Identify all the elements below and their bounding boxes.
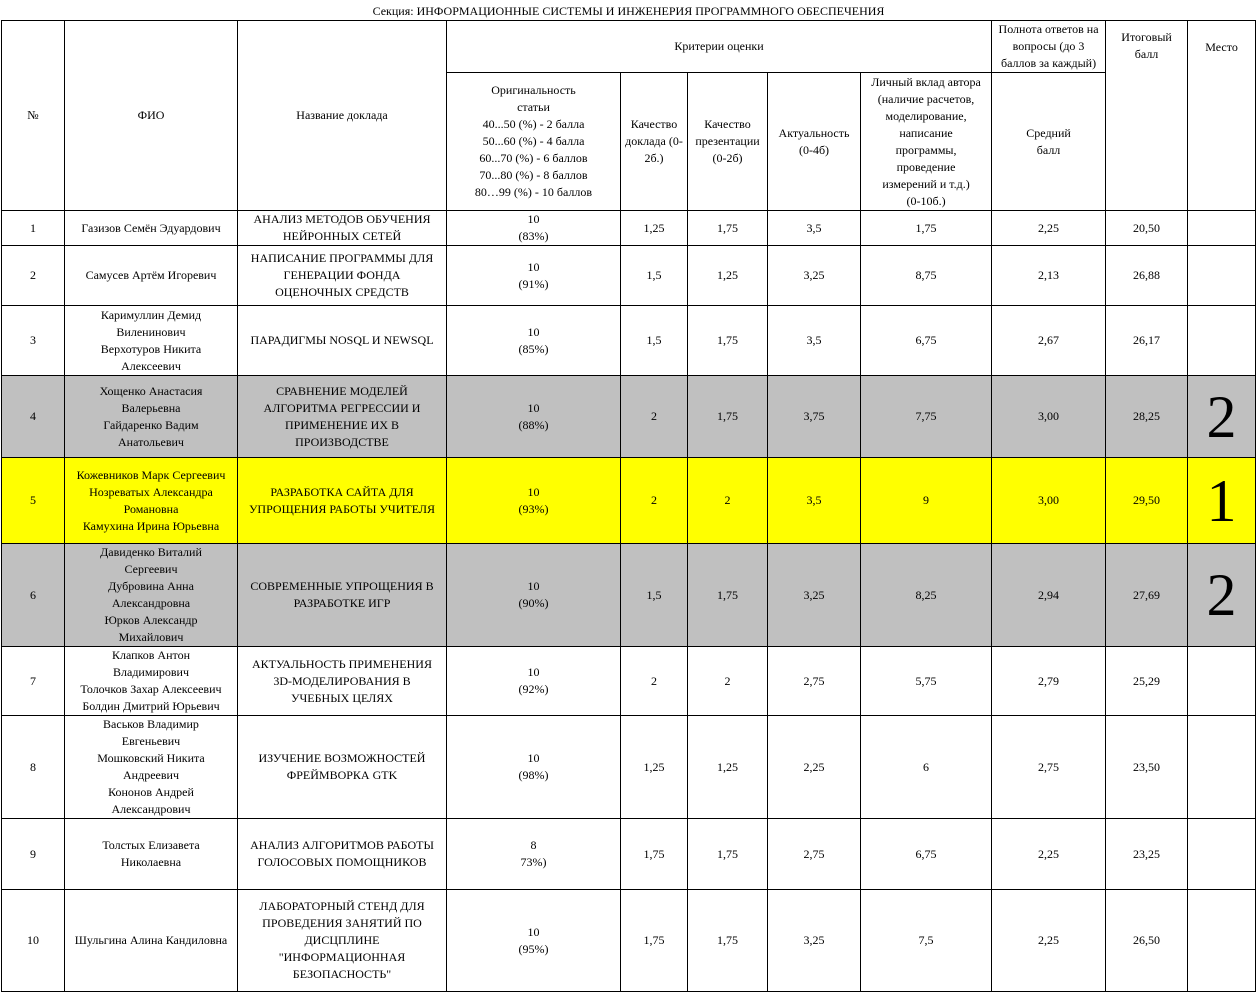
row-title: НАПИСАНИЕ ПРОГРАММЫ ДЛЯ ГЕНЕРАЦИИ ФОНДА ОЦЕНОЧНЫХ СРЕДСТВ xyxy=(238,246,447,306)
table-body xyxy=(2,211,1256,992)
row-num: 8 xyxy=(2,716,65,819)
row-total: 20,50 xyxy=(1106,211,1188,246)
row-quality: 1,5 xyxy=(621,306,688,376)
header-answers: Полнота ответов на вопросы (до 3 баллов за каждый) xyxy=(992,21,1106,73)
row-quality: 2 xyxy=(621,376,688,458)
header-num: № xyxy=(2,21,65,211)
header-place: Место xyxy=(1188,21,1256,211)
row-num: 7 xyxy=(2,647,65,716)
row-presentation: 2 xyxy=(688,458,768,544)
row-relevance: 3,5 xyxy=(768,306,861,376)
row-avg: 2,67 xyxy=(992,306,1106,376)
table-row xyxy=(2,544,1256,647)
row-quality: 1,25 xyxy=(621,716,688,819)
row-title: СОВРЕМЕННЫЕ УПРОЩЕНИЯ В РАЗРАБОТКЕ ИГР xyxy=(238,544,447,647)
row-originality: 10 (91%) xyxy=(447,246,621,306)
row-total: 25,29 xyxy=(1106,647,1188,716)
row-place xyxy=(1188,647,1256,716)
row-contribution: 7,5 xyxy=(861,890,992,992)
row-contribution: 6,75 xyxy=(861,306,992,376)
row-quality: 2 xyxy=(621,458,688,544)
row-fio: Кожевников Марк Сергеевич Нозреватых Александра Романовна Камухина Ирина Юрьевна xyxy=(65,458,238,544)
row-quality: 1,5 xyxy=(621,246,688,306)
row-presentation: 1,75 xyxy=(688,306,768,376)
row-avg: 2,94 xyxy=(992,544,1106,647)
row-relevance: 3,75 xyxy=(768,376,861,458)
row-avg: 3,00 xyxy=(992,458,1106,544)
row-total: 26,50 xyxy=(1106,890,1188,992)
row-originality: 10 (95%) xyxy=(447,890,621,992)
header-total: Итоговый балл xyxy=(1106,21,1188,211)
header-presentation-quality: Качество презентации (0-2б) xyxy=(688,73,768,211)
header-contribution: Личный вклад автора (наличие расчетов, моделирование, написание программы, проведение измерений и т.д.) (0-10б.) xyxy=(861,73,992,211)
row-num: 9 xyxy=(2,819,65,890)
row-fio: Самусев Артём Игоревич xyxy=(65,246,238,306)
row-contribution: 6 xyxy=(861,716,992,819)
row-relevance: 3,5 xyxy=(768,211,861,246)
row-place xyxy=(1188,819,1256,890)
row-originality: 10 (85%) xyxy=(447,306,621,376)
row-originality: 10 (88%) xyxy=(447,376,621,458)
row-total: 28,25 xyxy=(1106,376,1188,458)
row-presentation: 1,75 xyxy=(688,544,768,647)
row-originality: 10 (90%) xyxy=(447,544,621,647)
header-fio: ФИО xyxy=(65,21,238,211)
row-num: 10 xyxy=(2,890,65,992)
row-quality: 1,75 xyxy=(621,819,688,890)
row-relevance: 2,75 xyxy=(768,647,861,716)
row-contribution: 6,75 xyxy=(861,819,992,890)
row-fio: Клапков Антон Владимирович Толочков Захар Алексеевич Болдин Дмитрий Юрьевич xyxy=(65,647,238,716)
row-quality: 1,25 xyxy=(621,211,688,246)
row-quality: 2 xyxy=(621,647,688,716)
table-row xyxy=(2,819,1256,890)
table-row xyxy=(2,246,1256,306)
table-row xyxy=(2,376,1256,458)
table-row xyxy=(2,211,1256,246)
row-relevance: 3,25 xyxy=(768,544,861,647)
row-fio: Каримуллин Демид Виленинович Верхотуров Никита Алексеевич xyxy=(65,306,238,376)
row-relevance: 2,25 xyxy=(768,716,861,819)
row-originality: 10 (83%) xyxy=(447,211,621,246)
row-presentation: 1,75 xyxy=(688,890,768,992)
row-fio: Хощенко Анастасия Валерьевна Гайдаренко Вадим Анатольевич xyxy=(65,376,238,458)
section-title: Секция: ИНФОРМАЦИОННЫЕ СИСТЕМЫ И ИНЖЕНЕРИЯ ПРОГРАММНОГО ОБЕСПЕЧЕНИЯ xyxy=(372,4,885,18)
table-row xyxy=(2,458,1256,544)
row-place xyxy=(1188,716,1256,819)
row-total: 26,17 xyxy=(1106,306,1188,376)
row-place xyxy=(1188,306,1256,376)
row-total: 29,50 xyxy=(1106,458,1188,544)
row-contribution: 7,75 xyxy=(861,376,992,458)
row-fio: Газизов Семён Эдуардович xyxy=(65,211,238,246)
row-avg: 3,00 xyxy=(992,376,1106,458)
row-title: ПАРАДИГМЫ NOSQL И NEWSQL xyxy=(238,306,447,376)
row-originality: 10 (98%) xyxy=(447,716,621,819)
row-presentation: 1,75 xyxy=(688,211,768,246)
row-place: 2 xyxy=(1188,376,1256,458)
row-total: 27,69 xyxy=(1106,544,1188,647)
row-presentation: 1,75 xyxy=(688,819,768,890)
row-title: ЛАБОРАТОРНЫЙ СТЕНД ДЛЯ ПРОВЕДЕНИЯ ЗАНЯТИЙ ПО ДИСЦПЛИНЕ "ИНФОРМАЦИОННАЯ БЕЗОПАСНОСТЬ" xyxy=(238,890,447,992)
row-title: РАЗРАБОТКА САЙТА ДЛЯ УПРОЩЕНИЯ РАБОТЫ УЧИТЕЛЯ xyxy=(238,458,447,544)
row-originality: 8 73%) xyxy=(447,819,621,890)
table-row xyxy=(2,890,1256,992)
row-title: АКТУАЛЬНОСТЬ ПРИМЕНЕНИЯ 3D-МОДЕЛИРОВАНИЯ В УЧЕБНЫХ ЦЕЛЯХ xyxy=(238,647,447,716)
row-avg: 2,25 xyxy=(992,819,1106,890)
row-place xyxy=(1188,211,1256,246)
row-avg: 2,25 xyxy=(992,211,1106,246)
row-place: 1 xyxy=(1188,458,1256,544)
row-num: 3 xyxy=(2,306,65,376)
header-relevance: Актуальность (0-4б) xyxy=(768,73,861,211)
row-relevance: 3,5 xyxy=(768,458,861,544)
row-fio: Шульгина Алина Кандиловна xyxy=(65,890,238,992)
row-relevance: 3,25 xyxy=(768,890,861,992)
table-row xyxy=(2,647,1256,716)
row-title: ИЗУЧЕНИЕ ВОЗМОЖНОСТЕЙ ФРЕЙМВОРКА GTK xyxy=(238,716,447,819)
table-row xyxy=(2,716,1256,819)
header-originality: Оригинальность статьи 40...50 (%) - 2 балла 50...60 (%) - 4 балла 60...70 (%) - 6 баллов 70...80 (%) - 8 баллов 80…99 (%) - 10 баллов xyxy=(447,73,621,211)
row-contribution: 9 xyxy=(861,458,992,544)
row-fio: Давиденко Виталий Сергеевич Дубровина Анна Александровна Юрков Александр Михайлович xyxy=(65,544,238,647)
header-report: Название доклада xyxy=(238,21,447,211)
row-originality: 10 (92%) xyxy=(447,647,621,716)
header-avg: Средний балл xyxy=(992,73,1106,211)
row-num: 2 xyxy=(2,246,65,306)
row-fio: Толстых Елизавета Николаевна xyxy=(65,819,238,890)
row-avg: 2,79 xyxy=(992,647,1106,716)
row-avg: 2,75 xyxy=(992,716,1106,819)
row-title: СРАВНЕНИЕ МОДЕЛЕЙ АЛГОРИТМА РЕГРЕССИИ И ПРИМЕНЕНИЕ ИХ В ПРОИЗВОДСТВЕ xyxy=(238,376,447,458)
row-presentation: 1,25 xyxy=(688,246,768,306)
row-avg: 2,13 xyxy=(992,246,1106,306)
row-fio: Васьков Владимир Евгеньевич Мошковский Никита Андреевич Кононов Андрей Александрович xyxy=(65,716,238,819)
row-presentation: 2 xyxy=(688,647,768,716)
row-place xyxy=(1188,890,1256,992)
row-quality: 1,75 xyxy=(621,890,688,992)
row-presentation: 1,75 xyxy=(688,376,768,458)
row-avg: 2,25 xyxy=(992,890,1106,992)
row-total: 23,50 xyxy=(1106,716,1188,819)
row-total: 26,88 xyxy=(1106,246,1188,306)
row-num: 4 xyxy=(2,376,65,458)
row-num: 1 xyxy=(2,211,65,246)
row-contribution: 8,75 xyxy=(861,246,992,306)
row-quality: 1,5 xyxy=(621,544,688,647)
table-row xyxy=(2,306,1256,376)
row-presentation: 1,25 xyxy=(688,716,768,819)
row-contribution: 5,75 xyxy=(861,647,992,716)
header-criteria: Критерии оценки xyxy=(447,21,992,73)
row-place: 2 xyxy=(1188,544,1256,647)
row-relevance: 3,25 xyxy=(768,246,861,306)
row-num: 6 xyxy=(2,544,65,647)
row-num: 5 xyxy=(2,458,65,544)
row-relevance: 2,75 xyxy=(768,819,861,890)
row-contribution: 1,75 xyxy=(861,211,992,246)
row-contribution: 8,25 xyxy=(861,544,992,647)
row-total: 23,25 xyxy=(1106,819,1188,890)
row-originality: 10 (93%) xyxy=(447,458,621,544)
row-title: АНАЛИЗ МЕТОДОВ ОБУЧЕНИЯ НЕЙРОННЫХ СЕТЕЙ xyxy=(238,211,447,246)
results-table xyxy=(1,20,1256,992)
header-report-quality: Качество доклада (0- 2б.) xyxy=(621,73,688,211)
row-title: АНАЛИЗ АЛГОРИТМОВ РАБОТЫ ГОЛОСОВЫХ ПОМОЩНИКОВ xyxy=(238,819,447,890)
row-place xyxy=(1188,246,1256,306)
